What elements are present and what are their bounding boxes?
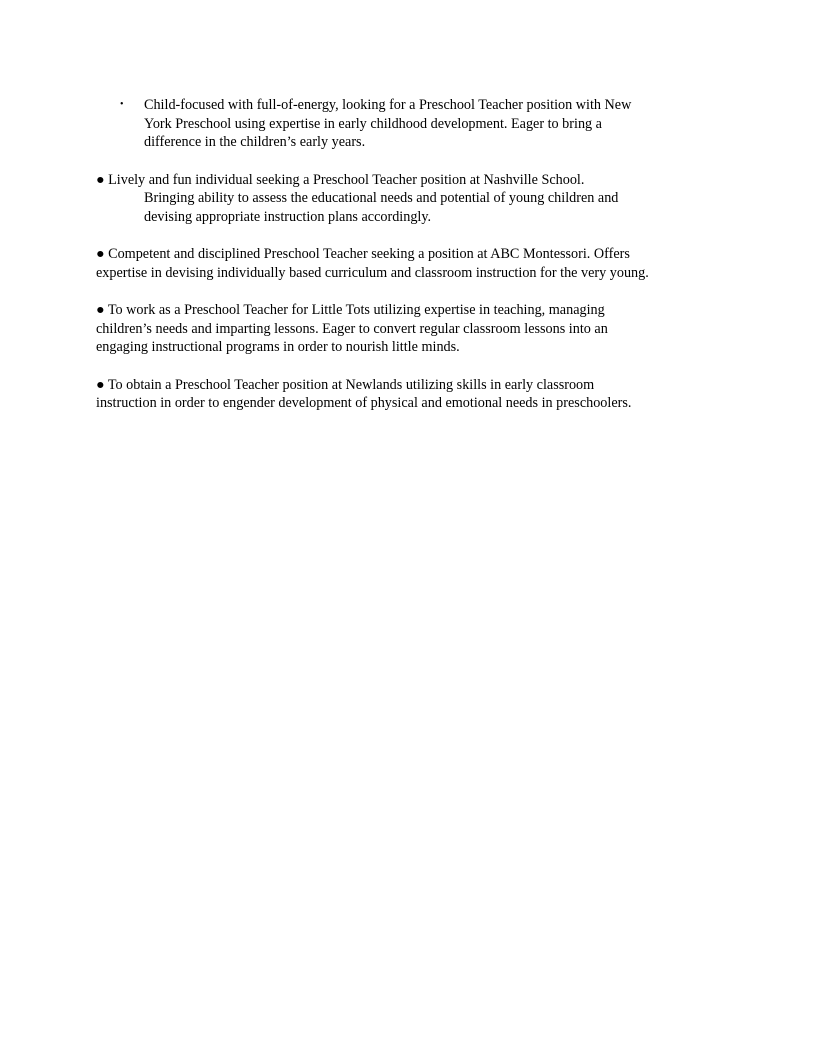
objective-line: Child-focused with full-of-energy, looking for a Preschool Teacher position with New [144, 97, 632, 113]
objective-line: expertise in devising individually based curriculum and classroom instruction for the very young. [96, 265, 649, 281]
objective-line: ● To work as a Preschool Teacher for Little Tots utilizing expertise in teaching, managing [96, 302, 605, 318]
objective-line: difference in the children’s early years. [144, 134, 366, 150]
objective-line: instruction in order to engender development of physical and emotional needs in preschoolers. [96, 395, 632, 411]
objective-line: York Preschool using expertise in early childhood development. Eager to bring a [144, 116, 602, 132]
objective-line: ● To obtain a Preschool Teacher position at Newlands utilizing skills in early classroom [96, 377, 595, 393]
objective-line: children’s needs and imparting lessons. Eager to convert regular classroom lessons into an [96, 321, 608, 337]
objective-line: ● Lively and fun individual seeking a Preschool Teacher position at Nashville School. [96, 172, 585, 188]
objective-line: ● Competent and disciplined Preschool Teacher seeking a position at ABC Montessori. Offers [96, 246, 630, 262]
objective-line: devising appropriate instruction plans accordingly. [144, 209, 432, 225]
objective-line: Bringing ability to assess the educational needs and potential of young children and [144, 190, 619, 206]
bullet-marker: • [120, 99, 124, 110]
objective-line: engaging instructional programs in order to nourish little minds. [96, 339, 460, 355]
